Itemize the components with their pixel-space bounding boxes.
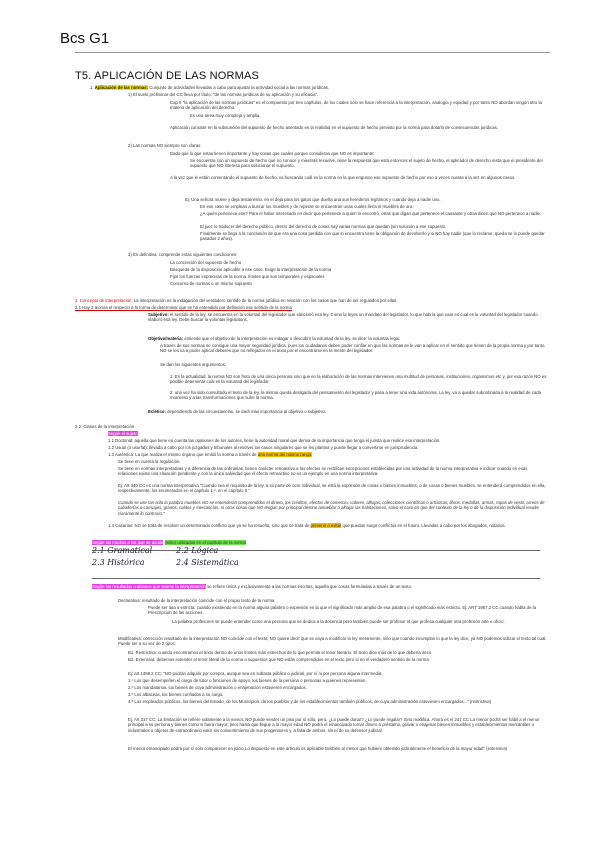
class-authentic-example: Ej: Art 340 CC es una norma interpretativa "Cuando sea el requisito de la ley, a su parte de ocre individual, se está la expresión de cosas o bienes inmuebles, o de cosas o bienes muebles, se entenderá comprendidos en ella, respectivamente, los enumerados en el capítulo 1.º, en el capítulo II." [118,483,546,494]
example-317: Ej: Art 317 CC: La limitación se refiere solamente a la menor, NO puede vender un piso por sí sólo, pero, ¿Lo puede donar? ¿Lo puede regalar? Sino modifica. Ahora es el 247 CC La menor podrá ser hábil a el menor principal a su persona y bienes como si fuera mayor; pero hasta que llegue a la mayor edad NO podrá el emancipado tomar dinero a préstamo, gravar o enajenar bienes inmuebles y establecimientos mercantiles o industriales u objetos de extraordinario valor sin consentimiento de sus progenitores y, a falta de ambos, sin el de su defensor judicial. [128,717,540,733]
theory-objective-para: A través de sus normas se consigue una mayor seguridad jurídica, pues los ciudadanos deben poder confiar en que las normas se le van a aplicar en el sentido que tienen de la propia norma y por tanto, NO se les va a poder aplicar deberes que no reflejados en el texto por el encontrarse en la mente del legislador. [160,343,546,354]
class-casuistic-text: 1.4 Casarias: NO se trata de resolver un determinado conflicto que ya se ha resuelto, sino que se trata de [108,523,311,528]
s1-example-line: Finalmente se llegó a la conclusión de que era una cosa perdida con que lo encuentra tiene la obligación de devolverlo y si NO hay nadie (que lo reclame, queda se lo puede quedar pasados 2 años). [200,231,545,242]
by-means-label: Según los medios a los que se acude [92,540,164,545]
s1-bullet: A la vez que le están comentando el supuesto de hecho, va buscando cuál es la norma en la que engunce ese supuesto de hecho por eso a veces cuesta a la vez en algunos casos. [170,175,516,180]
theory-subjective [148,312,548,323]
class-authentic-note: Se tiene en cuenta la regulación. [118,459,181,464]
by-subject-heading [108,431,548,436]
s1-bullet: Fijar los fuerzas imprecisas de la norma, límites que son temporales y espaciales [170,274,325,279]
theory-objective-arg: 2. una vez ha sido consultado el texto de la ley, la misma queda desligada del pensamiento del legislador y pasa a tener una vida autónoma. La ley, va a quedar subordinada a la realidad de cada momento y a las transformaciones que sufre la norma. [170,390,542,401]
theory-objective-head: Objetivo/materia: [148,336,184,341]
s1-example: Ej: Una señora muere y deja testamento, en el deja para los gatos que dueña una sus herederos legítimos y cuando deja a nadie uno. [185,197,441,202]
theory-objective-text: entiende que el objetivo de la interpretación es indagar o descubrir la voluntad de la ley, se dice: la voluntas legis. [184,336,401,341]
section-1-head-rest: Conjunto de actividades llevadas a cabo para ajustar la actividad social a las normas jurídicas. [148,85,330,90]
classes-heading: 2.2. Clases de la interpretación [75,424,135,429]
example-1459-item: 1.º Los que desempeñen el cargo de tutor o funciones de apoyo, los bienes de la persona o personas a quienes representen. [128,678,367,683]
theory-eclectic-text: dependiendo de las circunstancias, se dará más importancia al objetivo o subjetivo. [167,409,326,414]
theory-subjective-text: el sentido de la ley, se encuentra en la voluntad del legislador que sancionó esa ley. Como la leyes un mandato del legislador, lo que habría que usar es cual es la voluntad del legislador cuando elaboró esa ley. Debe buscar la voluntas legislatoris. [148,312,538,323]
example-1459-item: 3.º Los albaceas, los bienes confiados a su cargo. [128,692,224,697]
s1-bullet: Búsqueda de la disposición aplicable a ese caso. Exige la interpretación de la norma [170,267,332,272]
handwritten-historica: 2.3 Histórica [92,558,145,567]
theory-eclectic-head: Eclético: [148,409,166,414]
s1-example-line: En ese caso se emplean a buscar los muebles y de repente se encuentran unas cuales llena el muebles de oro. [200,204,414,209]
s2-intro-text: La interpretación es la indagación del verdadero sentido de la norma jurídica en relación con los casos que han de ser regulados por ellas. [132,298,398,303]
handwritten-gramatical: 2.1 Gramatical [92,546,153,555]
handwritten-box-bottom [92,578,540,579]
s1-line: 1) El suelo preliminar del CC lleva por título: "de las normas jurídicas de su aplicación y su eficacia". [128,92,319,97]
theory-objective-para: Se dan los siguientes argumentos: [160,362,226,367]
example-1459-item: 2.º Los mandatarios, los bienes de cuya administración o enajenación estuvieren encargados. [128,685,307,690]
handwritten-logica: 2.2 Lógica [176,546,219,555]
result-extensive: B2. Extensiva: debemos extender el tenor literal de la norma a supuestos que NO están comprendidos en el texto pero sí en el verdadero sentido de la norma. [128,657,430,662]
s1-sub-bullet: Es una tarea muy compleja y amplia. [190,113,261,118]
section-1-num: 1. [90,85,94,90]
s1-bullet: Concurso de normas o un mismo supuesto [170,281,252,286]
class-casuistic [108,523,548,528]
s1-bullet: Dado que lo que estas tienen importante y hay cosas que cuales porque consideran que NO es importante: [170,151,375,156]
s1-line: 3) En definitiva, comprende estas siguientes condiciones: [128,252,238,257]
page-title: T5. APLICACIÓN DE LAS NORMAS [75,70,260,82]
result-declarative-bullet: Puede ser lata o estricta: cuando existiendo en la norma alguna palabra o expresión en la que el significado más amplio de esa palabra o el significado más estricto. Ej: ART 1967.2 CC cuando habla de la Prescripción de las acciones. [148,605,536,616]
s1-bullet: La concreción del supuesto de hecho [170,260,242,265]
theory-subjective-head: Subjetivo: [148,312,169,317]
handwritten-sistematica: 2.4 Sistemática [176,558,239,567]
result-declarative-sub: La palabra profesores se puede entender como una persona que se dedica a la docencia pero también puede ser profesor el que profesa cualquier otra profesión arte u oficio. [172,619,505,624]
example-1459-item: 4.º Los empleados públicos, los bienes del Estado, de los Municipios, de los pueblos y de los establecimientos también públicos, de cuya administración estuviesen encargados..." (restrictiva) [128,699,492,704]
s1-line: 2) Las normas NO siempre son claras [128,143,201,148]
header-divider [75,52,550,53]
s1-example-line: ¿A quién pertenece ese? Para el haber interesado en decir que pertenece a quien lo encontró, otras que digan que pertenece el causante y otras dicen que NO pertenece a nadie. [200,211,542,216]
section-1-heading [90,85,550,90]
s2-theories: 2.1 Hay 3 teorías el respecto a la forma de determinar que se ha entendido por definición ese sentido de la norma [75,305,292,310]
handwritten-box-top [92,550,540,551]
by-result-text: se refiere única y exclusivamente a las normas escritas, aquella que cosas formuladas a través de un texto. [205,584,413,589]
example-1459: Ej: art 1459.2 CC: "NO podrán adquirir por compra, aunque sea en subasta pública o judicial, por sí ni por persona alguna intermedia: [128,671,383,676]
result-restrictive: B1. Restrictiva: cuando encontramos el texto dentro de unos límites más estrechos de lo que permite el tenor literario. El texto dice más de lo que debería decir. [128,650,433,655]
class-authentic [108,452,548,457]
by-result-label: Según los resultados o alcance que asume la interpretación [92,584,206,589]
by-result-heading [92,584,552,589]
s1-bullet: Cap II "la aplicación de las normas jurídicas" es el compuesto por tres capítulos, de los cuales sólo se hace referencia a la interpretación, analogía y equidad y por tanto NO abordan ningún otro la materia de aplicación del derecho. [170,100,542,111]
s1-example-line: El juez lo traducer del derecho público, dentro del derecho de cosas hay varias normas que quedan (sin solución a ese supuesto. [200,224,447,229]
class-casuistic-highlight: prevenir o evitar [310,523,342,528]
s2-intro-label: 2. Concepto de interpretación: [75,298,133,303]
page-header: Bcs G1 [60,30,110,47]
class-usual: 1.2 Usual (o usurfal): llevada a cabo por los juzgados y tribunales al resolver los casos singulares que se les plantea y puede llegar a convertirse en jurisprudencia. [108,445,419,450]
theory-objective-arg: 1. En la actualidad, la norma NO son fruto de una única persona sino que en la elaboración de las normas intervienen una multitud de personas, instituciones, organismos etc y, por esa razón NO es posible determinar cuál es la voluntad del legislador. [170,374,547,385]
s2-intro [75,298,555,303]
example-317-cont: El menor emancipado podrá por sí solo comparecer en juicio.Lo dispuesto en este artículo es aplicable también al menor que hubiere obtenido judicialmente el beneficio de la mayor edad" (extensiva) [128,746,508,751]
class-authentic-quote: Cuando se use tan sólo la palabra muebles NO se entenderán comprendidos el dinero, los créditos, efectos de comercio, valores, alhajas, colecciones científicas o artísticas, libros, medallas, armas, ropas de vestir, arreos de caballerías o carruajes, granos, caldos y mercancías, ni otras cosas que NO tengan por principal destino amueblar o alhajar las habitaciones, salvo el caso en que del contexto de la ley o de la disposición individual resulte claramente lo contrario." [118,500,545,516]
result-modificative: Modificativa: corrección resultado de la interpretación NO coincide con el texto, NO quiere decir que se vaya a modificar la ley meramente, sino que cuando incumplan lo que la ley dice, ya NO podemos utilizar el texto tal cual. Puede ser a su vez de 2 tipos: [118,636,547,647]
by-subject-label: Según el sujeto [108,431,138,436]
class-authentic-para: Se tiene en normas interpretativas y a diferencia de las ordinarias, tienen carácter retroactivo a los efectos se rectifican excepciones establecidas por una actividad de la norma interpretativa e indicar cuando en esas relaciones existe una situación pendiente y con la única salvedad que el efecto retroactivo no es un ejemplo en una norma interpretativa. [118,466,528,477]
theory-eclectic [148,409,548,414]
s1-bullet: Aplicación consiste en la subsunción del supuesto de hecho asentado en la realidad en el supuesto de hecho previsto por la norma para dotarlo de consecuencias jurídicas. [170,125,498,130]
class-authentic-highlight: una norma del mismo rango. [257,452,313,457]
class-casuistic-tail: que puedan surgir conflictos en el futuro. Llevadas a cabo por los abogados, notarios. [341,523,506,528]
by-means-note: (Sólo) utilizados en el capítulo de la norma [164,540,246,545]
class-authentic-text: 1.3 Auténtica: La que realiza el mismo órgano que emitió la norma a través de [108,452,258,457]
result-declarative: Declarativa: resultado de la interpretación coincide con el propio texto de la norma [118,598,275,603]
theory-objective [148,336,548,341]
class-doctrinal: 1.1 Doctrinal: aquella que tiene en cuenta las opiniones de los autores, tiene la autoridad moral que deriva de la importancia que tenga el jurista que realice esa interpretación. [108,438,441,443]
section-1-head: Aplicación de las normas: [94,85,149,90]
by-means-heading [92,540,552,545]
s1-sub-bullet: Se encuentra con un supuesto de hecho que no conoce y mientras resuelve, tiene la respuesta que está entonces el sujeto de hecho, el aplicador de derecho resta que el presidente del supuesto que NO interesa para solucionar el supuesto. [190,158,543,169]
